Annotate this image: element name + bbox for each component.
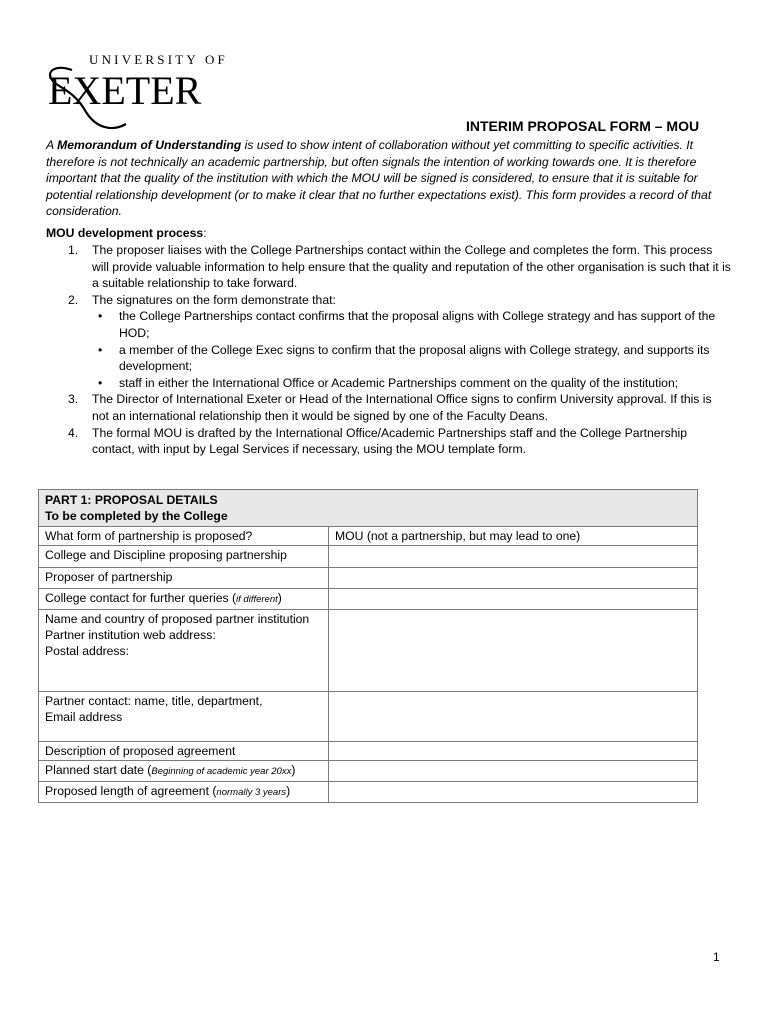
row-label-text: College contact for further queries ( [45, 591, 237, 605]
row-label-suffix: ) [277, 591, 282, 605]
row-label: Proposer of partnership [39, 568, 329, 589]
step-number: 4. [68, 425, 79, 440]
step-text: The formal MOU is drafted by the International Office/Academic Partnerships staff and the College Partnership contact, with input by Legal Services if necessary, using the MOU template form. [92, 425, 688, 457]
agreement-description-field[interactable] [329, 742, 698, 761]
step-text: The Director of International Exeter or Head of the International Office signs to confirm University approval. If this is not an international relationship then it would be signed by one of the Faculty Deans. [92, 392, 712, 423]
row-label-line: Partner contact: name, title, department, [45, 694, 263, 708]
table-row [39, 761, 698, 782]
exeter-wordmark [44, 62, 236, 134]
row-label [39, 589, 329, 610]
bullet-icon: • [98, 309, 103, 324]
bullet-icon: • [98, 342, 103, 357]
step-text: The proposer liaises with the College Partnerships contact within the College and completes the form. This process will provide valuable information to help ensure that the quality and reputation of the other organisation is such that it is a suitable relationship to take forward. [92, 243, 731, 291]
row-label-text: Proposed length of agreement ( [45, 784, 217, 798]
college-discipline-field[interactable] [329, 546, 698, 568]
intro-lead-bold: Memorandum of Understanding [57, 138, 242, 152]
logo-university-of: UNIVERSITY OF [89, 52, 228, 67]
row-label: Description of proposed agreement [39, 742, 329, 761]
agreement-length-field[interactable] [329, 782, 698, 803]
row-label-line: Email address [45, 710, 123, 724]
bullet-item [92, 342, 731, 375]
bullet-icon: • [98, 375, 103, 390]
row-label-note: Beginning of academic year 20xx [151, 766, 292, 777]
row-label-note: if different [236, 594, 278, 605]
process-heading-colon: : [203, 226, 207, 240]
row-label-note: normally 3 years [216, 787, 287, 798]
table-row [39, 692, 698, 742]
row-label-text: Planned start date ( [45, 763, 152, 777]
proposer-field[interactable] [329, 568, 698, 589]
row-label [39, 782, 329, 803]
table-row [39, 742, 698, 761]
process-heading [46, 226, 207, 240]
table-header [39, 490, 698, 527]
row-label [39, 692, 329, 742]
row-label-line: Name and country of proposed partner institution [45, 612, 310, 626]
bullet-text: a member of the College Exec signs to confirm that the proposal aligns with College strategy, and supports its development; [119, 342, 710, 374]
page-title: INTERIM PROPOSAL FORM – MOU [466, 118, 700, 134]
bullet-text: the College Partnerships contact confirms that the proposal aligns with College strategy and has support of the HOD; [119, 309, 716, 340]
table-row [39, 610, 698, 692]
table-row [39, 782, 698, 803]
proposal-details-table [38, 489, 698, 803]
process-step-4 [46, 425, 731, 458]
page-number: 1 [713, 950, 720, 964]
process-step-1 [46, 242, 731, 292]
bullet-item [92, 375, 731, 392]
partner-institution-field[interactable] [329, 610, 698, 692]
table-row [39, 527, 698, 546]
logo-exeter-text: EXETER [48, 68, 202, 113]
row-label [39, 761, 329, 782]
part-1-subheading: To be completed by the College [45, 509, 228, 523]
table-row [39, 589, 698, 610]
row-label-suffix: ) [291, 763, 296, 777]
process-heading-text: MOU development process [46, 226, 204, 240]
bullet-text: staff in either the International Office or Academic Partnerships comment on the quality of the institution; [119, 375, 679, 390]
university-logo [44, 52, 236, 134]
step-number: 1. [68, 243, 79, 257]
step-number: 3. [68, 392, 79, 407]
process-step-2 [46, 292, 731, 392]
partnership-form-field[interactable]: MOU (not a partnership, but may lead to one) [329, 527, 698, 546]
college-contact-field[interactable] [329, 589, 698, 610]
row-label-line: Postal address: [45, 644, 130, 658]
intro-paragraph [46, 137, 726, 220]
row-label-line: Partner institution web address: [45, 628, 216, 642]
table-header-row [39, 490, 698, 527]
bullet-item [92, 308, 731, 341]
table-row [39, 546, 698, 568]
row-label [39, 610, 329, 692]
row-label-suffix: ) [286, 784, 291, 798]
step-text: The signatures on the form demonstrate that: [92, 292, 336, 307]
step-number: 2. [68, 292, 79, 307]
process-step-3 [46, 391, 731, 424]
part-1-heading: PART 1: PROPOSAL DETAILS [45, 493, 218, 507]
intro-rest: is used to show intent of collaboration without yet committing to specific activities. It therefore is not technically an academic partnership, but often signals the intention of working towards one. It is therefore important that the quality of the institution with which the MOU will be signed is considered, to ensure that it is suitable for potential relationship development (or to make it clear that no further expectations exist). This form provides a record of that consideration. [46, 138, 712, 219]
row-label: What form of partnership is proposed? [39, 527, 329, 546]
intro-prefix: A [46, 138, 58, 152]
process-steps [46, 242, 731, 458]
row-label: College and Discipline proposing partnership [39, 546, 329, 568]
table-row [39, 568, 698, 589]
partner-contact-field[interactable] [329, 692, 698, 742]
start-date-field[interactable] [329, 761, 698, 782]
